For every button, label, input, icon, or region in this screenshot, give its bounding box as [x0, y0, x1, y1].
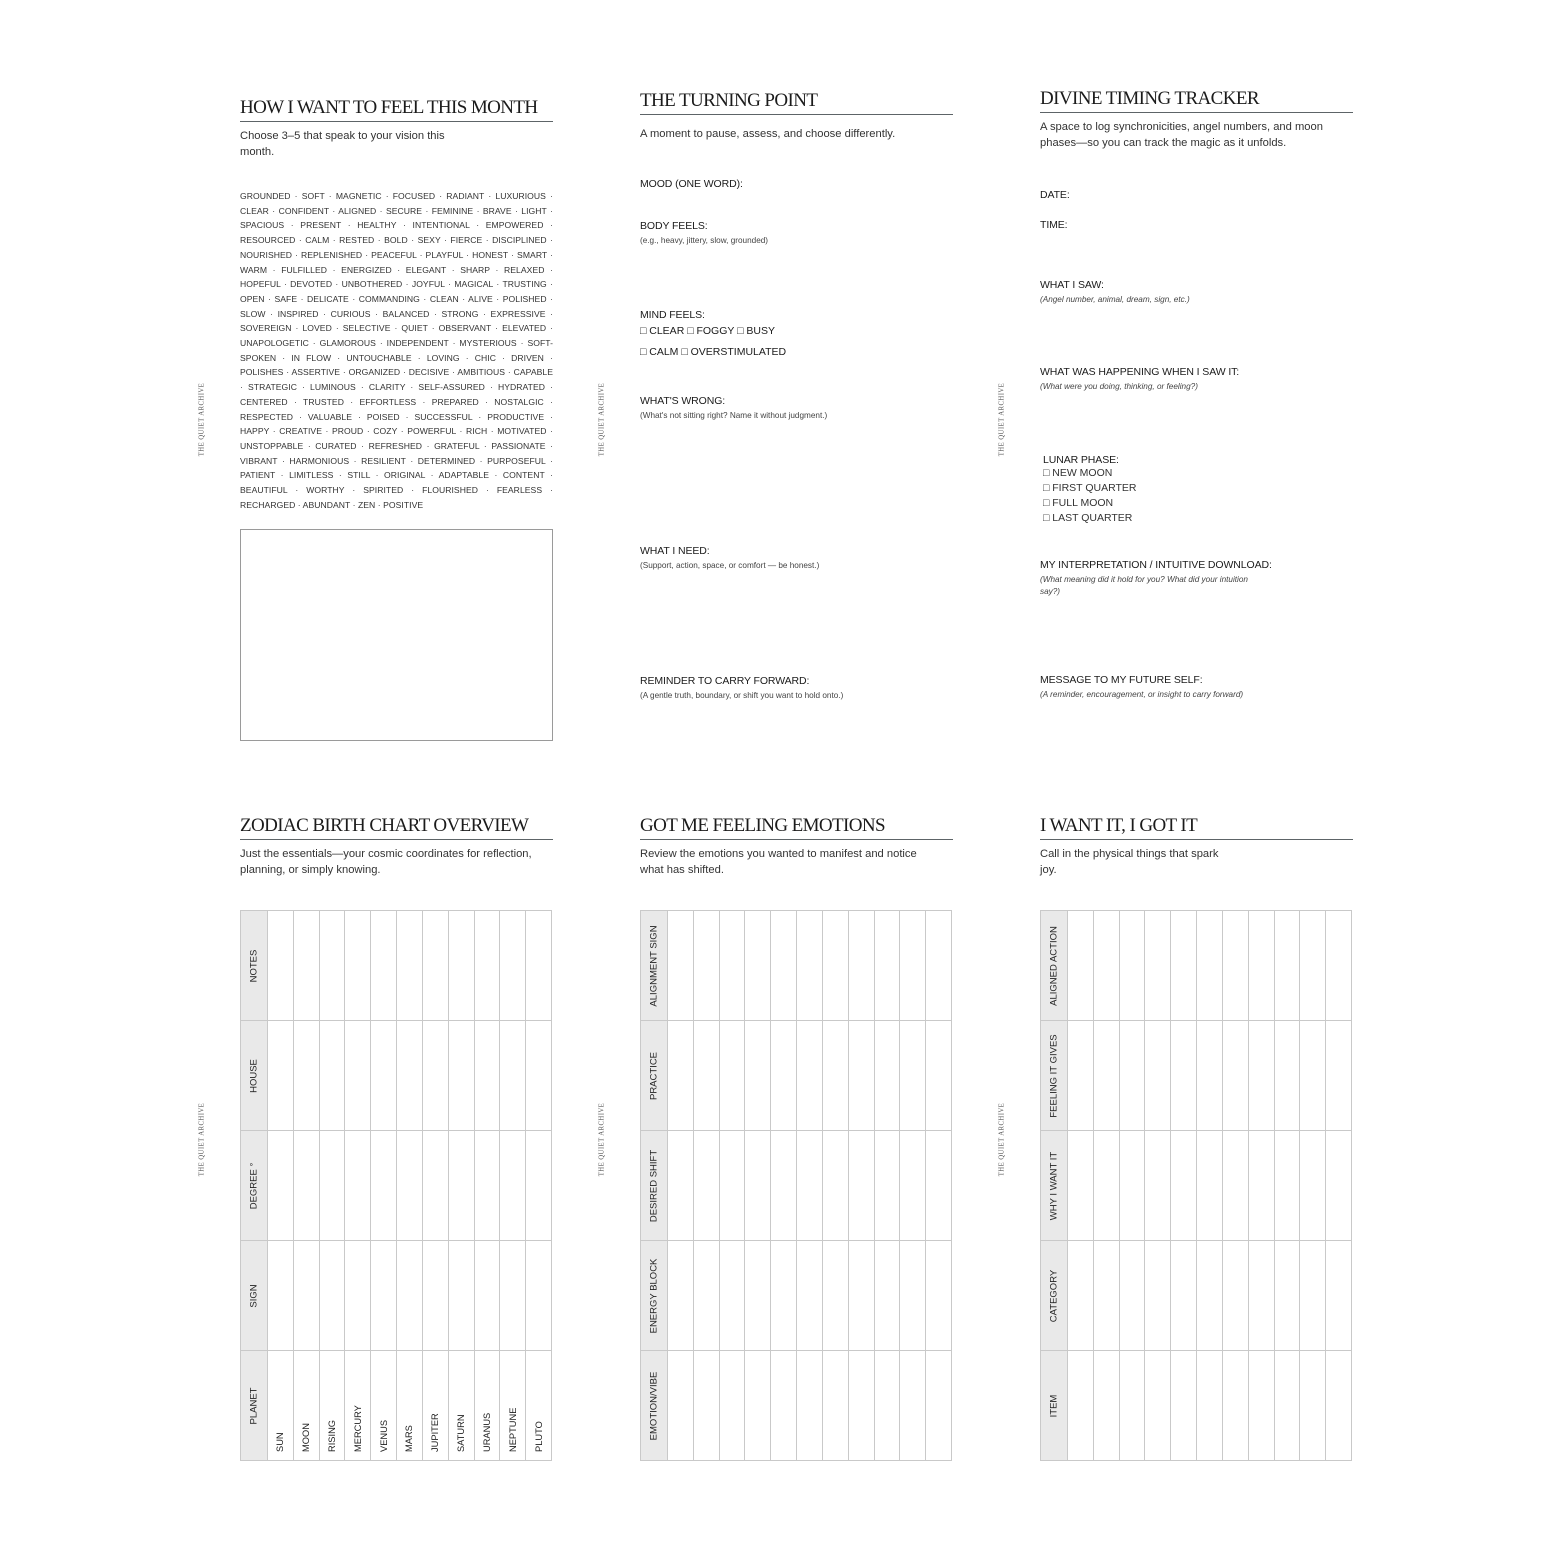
zodiac-cell[interactable] [293, 1241, 319, 1351]
body-feels-hint: (e.g., heavy, jittery, slow, grounded) [640, 236, 769, 245]
table-header-label: ALIGNED ACTION [1048, 925, 1060, 1006]
emotions-cell[interactable] [874, 911, 900, 1021]
emotions-cell[interactable] [797, 1351, 823, 1461]
wantit-cell[interactable] [1093, 1351, 1119, 1461]
emotions-cell[interactable] [900, 911, 926, 1021]
wantit-cell[interactable] [1300, 1131, 1326, 1241]
zodiac-cell[interactable] [422, 911, 448, 1021]
emotions-cell[interactable] [771, 911, 797, 1021]
wantit-cell[interactable] [1197, 1131, 1223, 1241]
emotions-cell[interactable] [719, 1131, 745, 1241]
zodiac-cell[interactable] [422, 1021, 448, 1131]
divine-subtitle-line1: A space to log synchronicities, angel numbers, and moon [1040, 121, 1323, 133]
emotions-cell[interactable] [668, 1131, 694, 1241]
wantit-header-why-i-want-it [1041, 1131, 1068, 1241]
zodiac-subtitle-line2: planning, or simply knowing. [240, 863, 381, 876]
wantit-cell[interactable] [1068, 1131, 1094, 1241]
planet-cell-venus [371, 1351, 397, 1461]
emotions-cell[interactable] [745, 1351, 771, 1461]
table-header-label: ENERGY BLOCK [648, 1258, 660, 1333]
zodiac-cell[interactable] [397, 1021, 423, 1131]
zodiac-cell[interactable] [371, 911, 397, 1021]
wantit-cell[interactable] [1222, 1351, 1248, 1461]
happening-hint: (What were you doing, thinking, or feeling?) [1040, 382, 1198, 391]
zodiac-cell[interactable] [448, 911, 474, 1021]
zodiac-cell[interactable] [345, 1241, 371, 1351]
planet-cell-moon [293, 1351, 319, 1461]
wantit-cell[interactable] [1119, 911, 1145, 1021]
lunar-option-full-moon[interactable]: □ FULL MOON [1043, 497, 1114, 509]
wantit-cell[interactable] [1068, 1021, 1094, 1131]
mind-feels-field [640, 309, 953, 363]
whats-wrong-field[interactable] [640, 395, 953, 422]
reminder-hint: (A gentle truth, boundary, or shift you want to hold onto.) [640, 691, 844, 700]
feel-title: HOW I WANT TO FEEL THIS MONTH [240, 97, 553, 122]
emotions-subtitle-line2: what has shifted. [640, 863, 724, 876]
emotions-cell[interactable] [822, 1131, 848, 1241]
zodiac-cell[interactable] [526, 1131, 552, 1241]
table-header-label: FEELING IT GIVES [1048, 1033, 1060, 1118]
wantit-cell[interactable] [1197, 1021, 1223, 1131]
lunar-phase-field [1043, 454, 1356, 526]
zodiac-cell[interactable] [268, 1241, 294, 1351]
wantit-cell[interactable] [1197, 1351, 1223, 1461]
emotions-cell[interactable] [900, 1131, 926, 1241]
wantit-cell[interactable] [1326, 1241, 1352, 1351]
wantit-cell[interactable] [1119, 1351, 1145, 1461]
table-header-label: DESIRED SHIFT [648, 1149, 660, 1222]
wantit-panel [1040, 815, 1353, 878]
wantit-cell[interactable] [1222, 1131, 1248, 1241]
brand-watermark: THE QUIET ARCHIVE [998, 382, 1006, 457]
wantit-cell[interactable] [1171, 1351, 1197, 1461]
emotions-header-emotion-vibe [641, 1351, 668, 1461]
zodiac-cell[interactable] [293, 1021, 319, 1131]
turning-panel [640, 90, 953, 720]
wantit-cell[interactable] [1274, 911, 1300, 1021]
wantit-cell[interactable] [1119, 1131, 1145, 1241]
wantit-cell[interactable] [1068, 1241, 1094, 1351]
feel-subtitle-line2: month. [240, 145, 275, 158]
emotions-cell[interactable] [693, 1131, 719, 1241]
zodiac-cell[interactable] [268, 911, 294, 1021]
zodiac-cell[interactable] [448, 1021, 474, 1131]
emotions-cell[interactable] [771, 1241, 797, 1351]
wantit-cell[interactable] [1093, 911, 1119, 1021]
emotions-cell[interactable] [926, 1351, 952, 1461]
feel-panel [240, 97, 553, 747]
wantit-cell[interactable] [1171, 1021, 1197, 1131]
wantit-cell[interactable] [1171, 911, 1197, 1021]
table-header-label: WHY I WANT IT [1048, 1151, 1060, 1220]
planet-cell-saturn [448, 1351, 474, 1461]
wantit-cell[interactable] [1093, 1021, 1119, 1131]
emotions-cell[interactable] [693, 911, 719, 1021]
future-self-label: MESSAGE TO MY FUTURE SELF: [1040, 674, 1203, 686]
zodiac-cell[interactable] [422, 1131, 448, 1241]
zodiac-title: ZODIAC BIRTH CHART OVERVIEW [240, 815, 553, 840]
zodiac-subtitle-line1: Just the essentials—your cosmic coordinates for reflection, [240, 848, 532, 860]
zodiac-cell[interactable] [293, 1131, 319, 1241]
zodiac-cell[interactable] [345, 1021, 371, 1131]
wantit-cell[interactable] [1119, 1241, 1145, 1351]
lunar-option-new-moon[interactable]: □ NEW MOON [1043, 467, 1113, 479]
zodiac-header-house [241, 1021, 268, 1131]
emotions-cell[interactable] [693, 1351, 719, 1461]
wantit-cell[interactable] [1171, 1241, 1197, 1351]
turning-subtitle: A moment to pause, assess, and choose differently. [640, 128, 896, 140]
zodiac-table [240, 910, 552, 1461]
emotions-cell[interactable] [822, 911, 848, 1021]
emotions-cell[interactable] [693, 1241, 719, 1351]
emotions-cell[interactable] [745, 1241, 771, 1351]
emotions-cell[interactable] [848, 1351, 874, 1461]
what-i-need-field[interactable] [640, 545, 953, 572]
planet-label-mars: MARS [404, 1425, 415, 1452]
emotions-cell[interactable] [745, 911, 771, 1021]
zodiac-cell[interactable] [345, 1131, 371, 1241]
wantit-cell[interactable] [1326, 1131, 1352, 1241]
planet-cell-sun [268, 1351, 294, 1461]
emotions-header-practice [641, 1021, 668, 1131]
time-label: TIME: [1040, 219, 1068, 231]
emotions-cell[interactable] [926, 1021, 952, 1131]
emotions-cell[interactable] [926, 1131, 952, 1241]
mood-label: MOOD (ONE WORD): [640, 178, 743, 190]
happening-label: WHAT WAS HAPPENING WHEN I SAW IT: [1040, 366, 1240, 378]
divine-panel [1040, 88, 1353, 718]
zodiac-cell[interactable] [448, 1241, 474, 1351]
planet-label-venus: VENUS [378, 1419, 389, 1452]
emotions-cell[interactable] [668, 1021, 694, 1131]
wantit-title: I WANT IT, I GOT IT [1040, 815, 1353, 840]
planet-label-sun: SUN [275, 1432, 286, 1452]
emotions-cell[interactable] [822, 1021, 848, 1131]
divine-title: DIVINE TIMING TRACKER [1040, 88, 1353, 113]
planet-cell-uranus [474, 1351, 500, 1461]
wantit-cell[interactable] [1197, 1241, 1223, 1351]
wantit-header-aligned-action [1041, 911, 1068, 1021]
planet-cell-jupiter [422, 1351, 448, 1461]
zodiac-cell[interactable] [500, 911, 526, 1021]
wantit-cell[interactable] [1300, 1241, 1326, 1351]
emotions-cell[interactable] [848, 1241, 874, 1351]
emotions-cell[interactable] [797, 1241, 823, 1351]
body-feels-field[interactable] [640, 220, 953, 247]
zodiac-header-degree [241, 1131, 268, 1241]
emotions-header-energy-block [641, 1241, 668, 1351]
zodiac-cell[interactable] [500, 1021, 526, 1131]
emotions-cell[interactable] [900, 1351, 926, 1461]
zodiac-cell[interactable] [526, 1241, 552, 1351]
wantit-cell[interactable] [1300, 1351, 1326, 1461]
table-header-label: ITEM [1048, 1394, 1060, 1417]
zodiac-cell[interactable] [293, 911, 319, 1021]
emotions-cell[interactable] [848, 1131, 874, 1241]
reminder-label: REMINDER TO CARRY FORWARD: [640, 675, 810, 687]
table-header-label: DEGREE ° [248, 1162, 260, 1209]
turning-title: THE TURNING POINT [640, 90, 953, 115]
wantit-cell[interactable] [1171, 1131, 1197, 1241]
emotions-cell[interactable] [797, 911, 823, 1021]
time-field[interactable] [1040, 219, 1353, 231]
planet-cell-pluto [526, 1351, 552, 1461]
zodiac-cell[interactable] [397, 1241, 423, 1351]
emotions-cell[interactable] [719, 1021, 745, 1131]
emotions-cell[interactable] [771, 1131, 797, 1241]
planet-cell-neptune [500, 1351, 526, 1461]
mind-feels-options-row2[interactable]: □ CALM □ OVERSTIMULATED [640, 346, 787, 358]
emotions-cell[interactable] [771, 1021, 797, 1131]
wantit-cell[interactable] [1093, 1241, 1119, 1351]
zodiac-cell[interactable] [474, 1021, 500, 1131]
emotions-cell[interactable] [719, 1351, 745, 1461]
feel-notes-box[interactable] [240, 529, 553, 741]
wantit-subtitle-line1: Call in the physical things that spark [1040, 848, 1219, 860]
feel-subtitle [240, 129, 553, 160]
future-self-field[interactable] [1040, 674, 1353, 701]
zodiac-cell[interactable] [500, 1241, 526, 1351]
happening-field[interactable] [1040, 366, 1353, 393]
wantit-cell[interactable] [1145, 1351, 1171, 1461]
mood-field[interactable] [640, 178, 953, 190]
zodiac-cell[interactable] [397, 1131, 423, 1241]
planet-label-moon: MOON [301, 1423, 312, 1452]
what-i-saw-field[interactable] [1040, 279, 1353, 306]
zodiac-cell[interactable] [345, 911, 371, 1021]
wantit-cell[interactable] [1274, 1021, 1300, 1131]
wantit-cell[interactable] [1145, 1021, 1171, 1131]
emotions-cell[interactable] [745, 1131, 771, 1241]
wantit-subtitle-line2: joy. [1040, 863, 1057, 876]
wantit-cell[interactable] [1248, 911, 1274, 1021]
brand-watermark: THE QUIET ARCHIVE [198, 1102, 206, 1177]
zodiac-cell[interactable] [500, 1131, 526, 1241]
mind-feels-options-row1[interactable]: □ CLEAR □ FOGGY □ BUSY [640, 325, 775, 337]
zodiac-cell[interactable] [422, 1241, 448, 1351]
emotions-cell[interactable] [900, 1241, 926, 1351]
what-i-saw-hint: (Angel number, animal, dream, sign, etc.) [1040, 295, 1190, 304]
interpretation-field[interactable] [1040, 559, 1353, 598]
emotions-cell[interactable] [874, 1241, 900, 1351]
wantit-cell[interactable] [1274, 1241, 1300, 1351]
body-feels-label: BODY FEELS: [640, 220, 708, 232]
interpretation-label: MY INTERPRETATION / INTUITIVE DOWNLOAD: [1040, 559, 1272, 571]
wantit-cell[interactable] [1197, 911, 1223, 1021]
emotions-cell[interactable] [926, 1241, 952, 1351]
zodiac-cell[interactable] [526, 1021, 552, 1131]
wantit-cell[interactable] [1326, 911, 1352, 1021]
emotions-cell[interactable] [848, 1021, 874, 1131]
future-self-hint: (A reminder, encouragement, or insight to carry forward) [1040, 690, 1244, 699]
wantit-header-item [1041, 1351, 1068, 1461]
zodiac-header-sign [241, 1241, 268, 1351]
zodiac-cell[interactable] [371, 1241, 397, 1351]
table-header-label: CATEGORY [1048, 1269, 1060, 1322]
zodiac-cell[interactable] [371, 1131, 397, 1241]
planet-label-jupiter: JUPITER [430, 1413, 441, 1452]
lunar-option-first-quarter[interactable]: □ FIRST QUARTER [1043, 482, 1137, 494]
wantit-cell[interactable] [1145, 1241, 1171, 1351]
wantit-cell[interactable] [1300, 1021, 1326, 1131]
wantit-header-category [1041, 1241, 1068, 1351]
divine-subtitle [1040, 120, 1353, 151]
planet-cell-mars [397, 1351, 423, 1461]
emotions-cell[interactable] [719, 1241, 745, 1351]
table-header-label: PRACTICE [648, 1051, 660, 1100]
wantit-cell[interactable] [1068, 1351, 1094, 1461]
emotions-subtitle-line1: Review the emotions you wanted to manifest and notice [640, 848, 917, 860]
wantit-cell[interactable] [1248, 1241, 1274, 1351]
whats-wrong-hint: (What's not sitting right? Name it without judgment.) [640, 411, 828, 420]
table-header-label: EMOTION/VIBE [648, 1371, 660, 1440]
zodiac-cell[interactable] [268, 1131, 294, 1241]
wantit-subtitle [1040, 847, 1353, 878]
planet-cell-mercury [345, 1351, 371, 1461]
table-header-label: NOTES [248, 949, 260, 982]
wantit-cell[interactable] [1145, 911, 1171, 1021]
wantit-cell[interactable] [1119, 1021, 1145, 1131]
zodiac-cell[interactable] [319, 911, 345, 1021]
feel-subtitle-line1: Choose 3–5 that speak to your vision this [240, 130, 445, 142]
wantit-cell[interactable] [1248, 1021, 1274, 1131]
date-label: DATE: [1040, 189, 1070, 201]
wantit-cell[interactable] [1274, 1131, 1300, 1241]
emotions-cell[interactable] [848, 911, 874, 1021]
wantit-cell[interactable] [1068, 911, 1094, 1021]
emotions-cell[interactable] [874, 1131, 900, 1241]
emotions-cell[interactable] [874, 1021, 900, 1131]
lunar-option-last-quarter[interactable]: □ LAST QUARTER [1043, 512, 1133, 524]
wantit-cell[interactable] [1326, 1021, 1352, 1131]
wantit-cell[interactable] [1222, 1241, 1248, 1351]
emotions-title: GOT ME FEELING EMOTIONS [640, 815, 953, 840]
emotions-cell[interactable] [668, 1241, 694, 1351]
wantit-header-feeling-it-gives [1041, 1021, 1068, 1131]
zodiac-cell[interactable] [319, 1021, 345, 1131]
emotions-cell[interactable] [745, 1021, 771, 1131]
wantit-cell[interactable] [1222, 1021, 1248, 1131]
wantit-cell[interactable] [1145, 1131, 1171, 1241]
what-i-need-label: WHAT I NEED: [640, 545, 710, 557]
date-field[interactable] [1040, 189, 1353, 201]
table-header-label: HOUSE [248, 1058, 260, 1093]
planet-label-saturn: SATURN [456, 1414, 467, 1452]
feel-word-list: GROUNDED · SOFT · MAGNETIC · FOCUSED · RADIANT · LUXURIOUS · CLEAR · CONFIDENT · ALIGNED · SECURE · FEMININE · BRAVE · LIGHT · SPACIOUS · PRESENT · HEALTHY · INTENTIONAL · EMPOWERED · RESOURCED · CALM · RESTED · BOLD · SEXY · FIERCE · DISCIPLINED · NOURISHED · REPLENISHED · PEACEFUL · PLAYFUL · HONEST · SMART · WARM · FULFILLED · ENERGIZED · ELEGANT · SHARP · RELAXED · HOPEFUL · DEVOTED · UNBOTHERED · JOYFUL · MAGICAL · TRUSTING · OPEN · SAFE · DELICATE · COMMANDING · CLEAN · ALIVE · POLISHED · SLOW · INSPIRED · CURIOUS · BALANCED · STRONG · EXPRESSIVE · SOVEREIGN · LOVED · SELECTIVE · QUIET · OBSERVANT · ELEVATED · UNAPOLOGETIC · GLAMOROUS · INDEPENDENT · MYSTERIOUS · SOFT-SPOKEN · IN FLOW · UNTOUCHABLE · LOVING · CHIC · DRIVEN · POLISHES · ASSERTIVE · ORGANIZED · DECISIVE · AMBITIOUS · CAPABLE · STRATEGIC · LUMINOUS · CLARITY · SELF-ASSURED · HYDRATED · CENTERED · TRUSTED · EFFORTLESS · PREPARED · NOSTALGIC · RESPECTED · VALUABLE · POISED · SUCCESSFUL · PRODUCTIVE · HAPPY · CREATIVE · PROUD · COZY · POWERFUL · RICH · MOTIVATED · UNSTOPPABLE · CURATED · REFRESHED · GRATEFUL · PASSIONATE · VIBRANT · HARMONIOUS · RESILIENT · DETERMINED · PURPOSEFUL · PATIENT · LIMITLESS · STILL · ORIGINAL · ADAPTABLE · CONTENT · BEAUTIFUL · WORTHY · SPIRITED · FLOURISHED · FEARLESS · RECHARGED · ABUNDANT · ZEN · POSITIVE [240, 191, 553, 510]
zodiac-cell[interactable] [526, 911, 552, 1021]
wantit-cell[interactable] [1093, 1131, 1119, 1241]
zodiac-cell[interactable] [474, 911, 500, 1021]
emotions-cell[interactable] [874, 1351, 900, 1461]
emotions-header-desired-shift [641, 1131, 668, 1241]
emotions-cell[interactable] [693, 1021, 719, 1131]
wantit-cell[interactable] [1222, 911, 1248, 1021]
table-header-label: SIGN [248, 1283, 260, 1308]
interpretation-hint-line2: say?) [1040, 587, 1061, 596]
table-header-label: ALIGNMENT SIGN [648, 924, 660, 1007]
planet-label-uranus: URANUS [481, 1412, 492, 1452]
zodiac-cell[interactable] [371, 1021, 397, 1131]
emotions-cell[interactable] [668, 911, 694, 1021]
brand-watermark: THE QUIET ARCHIVE [598, 382, 606, 457]
emotions-cell[interactable] [797, 1021, 823, 1131]
emotions-cell[interactable] [822, 1351, 848, 1461]
emotions-cell[interactable] [771, 1351, 797, 1461]
emotions-subtitle [640, 847, 953, 878]
emotions-header-alignment-sign [641, 911, 668, 1021]
brand-watermark: THE QUIET ARCHIVE [598, 1102, 606, 1177]
interpretation-hint-line1: (What meaning did it hold for you? What did your intuition [1040, 575, 1248, 584]
zodiac-header-planet [241, 1351, 268, 1461]
emotions-cell[interactable] [926, 911, 952, 1021]
emotions-panel [640, 815, 953, 878]
wantit-cell[interactable] [1326, 1351, 1352, 1461]
table-header-label: PLANET [248, 1387, 260, 1424]
zodiac-header-notes [241, 911, 268, 1021]
what-i-saw-label: WHAT I SAW: [1040, 279, 1104, 291]
emotions-cell[interactable] [900, 1021, 926, 1131]
zodiac-cell[interactable] [448, 1131, 474, 1241]
zodiac-cell[interactable] [319, 1241, 345, 1351]
whats-wrong-label: WHAT'S WRONG: [640, 395, 726, 407]
brand-watermark: THE QUIET ARCHIVE [198, 382, 206, 457]
lunar-phase-label: LUNAR PHASE: [1043, 454, 1119, 466]
wantit-cell[interactable] [1300, 911, 1326, 1021]
planet-cell-rising [319, 1351, 345, 1461]
zodiac-cell[interactable] [268, 1021, 294, 1131]
zodiac-panel [240, 815, 553, 878]
zodiac-cell[interactable] [397, 911, 423, 1021]
mind-feels-label: MIND FEELS: [640, 309, 705, 321]
wantit-cell[interactable] [1248, 1351, 1274, 1461]
planet-label-rising: RISING [327, 1419, 338, 1452]
interpretation-hint [1040, 574, 1353, 598]
zodiac-cell[interactable] [474, 1131, 500, 1241]
wantit-table [1040, 910, 1352, 1461]
what-i-need-hint: (Support, action, space, or comfort — be honest.) [640, 561, 820, 570]
zodiac-cell[interactable] [319, 1131, 345, 1241]
zodiac-cell[interactable] [474, 1241, 500, 1351]
planet-label-mercury: MERCURY [352, 1405, 363, 1452]
planet-label-neptune: NEPTUNE [507, 1407, 518, 1452]
emotions-cell[interactable] [822, 1241, 848, 1351]
wantit-cell[interactable] [1274, 1351, 1300, 1461]
brand-watermark: THE QUIET ARCHIVE [998, 1102, 1006, 1177]
emotions-cell[interactable] [668, 1351, 694, 1461]
zodiac-subtitle [240, 847, 553, 878]
divine-subtitle-line2: phases—so you can track the magic as it unfolds. [1040, 136, 1287, 149]
emotions-cell[interactable] [719, 911, 745, 1021]
planet-label-pluto: PLUTO [533, 1421, 544, 1452]
wantit-cell[interactable] [1248, 1131, 1274, 1241]
reminder-field[interactable] [640, 675, 953, 702]
emotions-cell[interactable] [797, 1131, 823, 1241]
emotions-table [640, 910, 952, 1461]
